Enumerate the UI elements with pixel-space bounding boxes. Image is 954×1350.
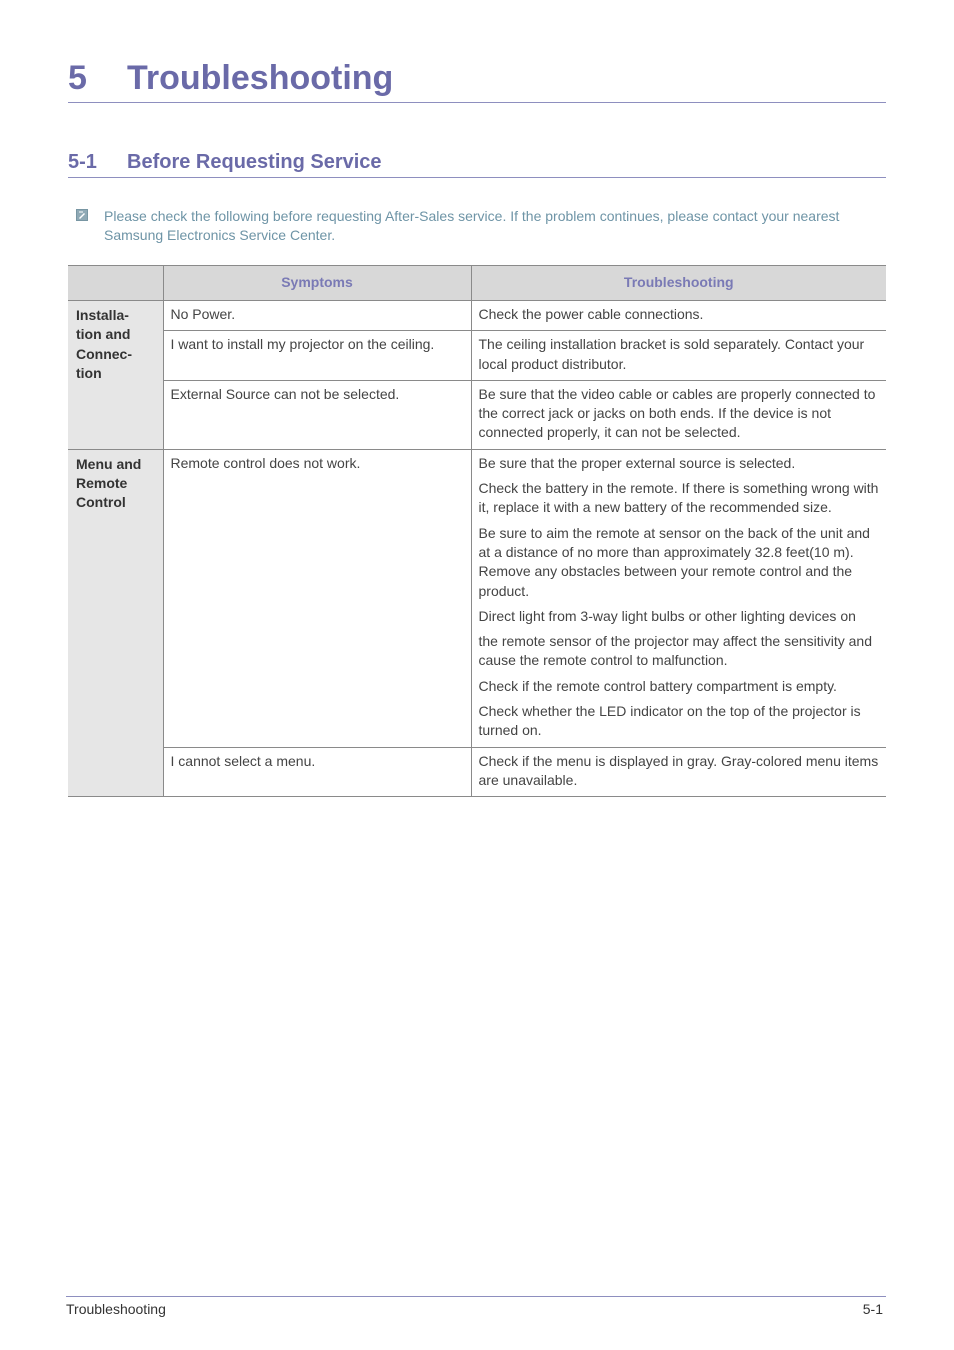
solution-cell [471,747,886,797]
table-row [68,380,886,449]
footer-chapter-title: Troubleshooting [66,1301,166,1317]
solution-text: the remote sensor of the projector may affect the sensitivity and cause the remote control to malfunction. [478,633,872,669]
table-row [68,301,886,331]
section-title: Before Requesting Service [127,151,382,173]
solution-cell [471,301,886,331]
note-text: Please check the following before requesting After-Sales service. If the problem continues, please contact your nearest Samsung Electronics Service Center. [104,208,840,243]
category-name: Installa- tion and Connec- tion [76,307,132,381]
solution-text: The ceiling installation bracket is sold separately. Contact your local product distributor. [478,336,865,372]
table-header-row [68,266,886,301]
solution-cell [471,449,886,747]
solution-text: Check whether the LED indicator on the top of the projector is turned on. [478,703,861,739]
symptom-cell: No Power. [163,301,471,331]
solution-text: Check the power cable connections. [478,306,704,322]
category-cell [68,301,163,450]
category-cell [68,449,163,796]
symptom-cell: I want to install my projector on the ceiling. [163,331,471,381]
solution-text: Be sure to aim the remote at sensor on the back of the unit and at a distance of no more than approximately 32.8 feet(10 m). Remove any obstacles between your remote control and the product. [478,524,870,599]
table-row [68,747,886,797]
symptom-cell: I cannot select a menu. [163,747,471,797]
section-heading [68,149,886,178]
note-icon [76,209,88,221]
solution-text: Be sure that the video cable or cables are properly connected to the correct jack or jacks on both ends. If the device is not connected properly, it can not be selected. [478,385,876,441]
symptom-cell: External Source can not be selected. [163,380,471,449]
header-corner [68,266,163,301]
table-row [68,449,886,747]
footer-page-number: 5-1 [862,1301,883,1317]
chapter-title: Troubleshooting [127,59,394,97]
header-symptoms: Symptoms [163,266,471,301]
solution-text: Check if the menu is displayed in gray. Gray-colored menu items are unavailable. [478,752,879,788]
section-number: 5-1 [68,151,97,173]
header-troubleshooting: Troubleshooting [471,266,886,301]
chapter-heading [68,58,886,103]
footer-divider [66,1296,886,1297]
troubleshooting-table [68,265,886,797]
solution-text: Check the battery in the remote. If there is something wrong with it, replace it with a new battery of the recommended size. [478,480,879,516]
solution-cell [471,380,886,449]
solution-text: Be sure that the proper external source is selected. [478,454,796,471]
symptom-cell: Remote control does not work. [163,449,471,747]
category-name: Menu and Remote Control [76,455,142,511]
solution-cell [471,331,886,381]
solution-text: Direct light from 3-way light bulbs or other lighting devices on [478,607,856,624]
solution-text: Check if the remote control battery compartment is empty. [478,677,837,694]
chapter-number: 5 [68,59,87,97]
table-row [68,331,886,381]
